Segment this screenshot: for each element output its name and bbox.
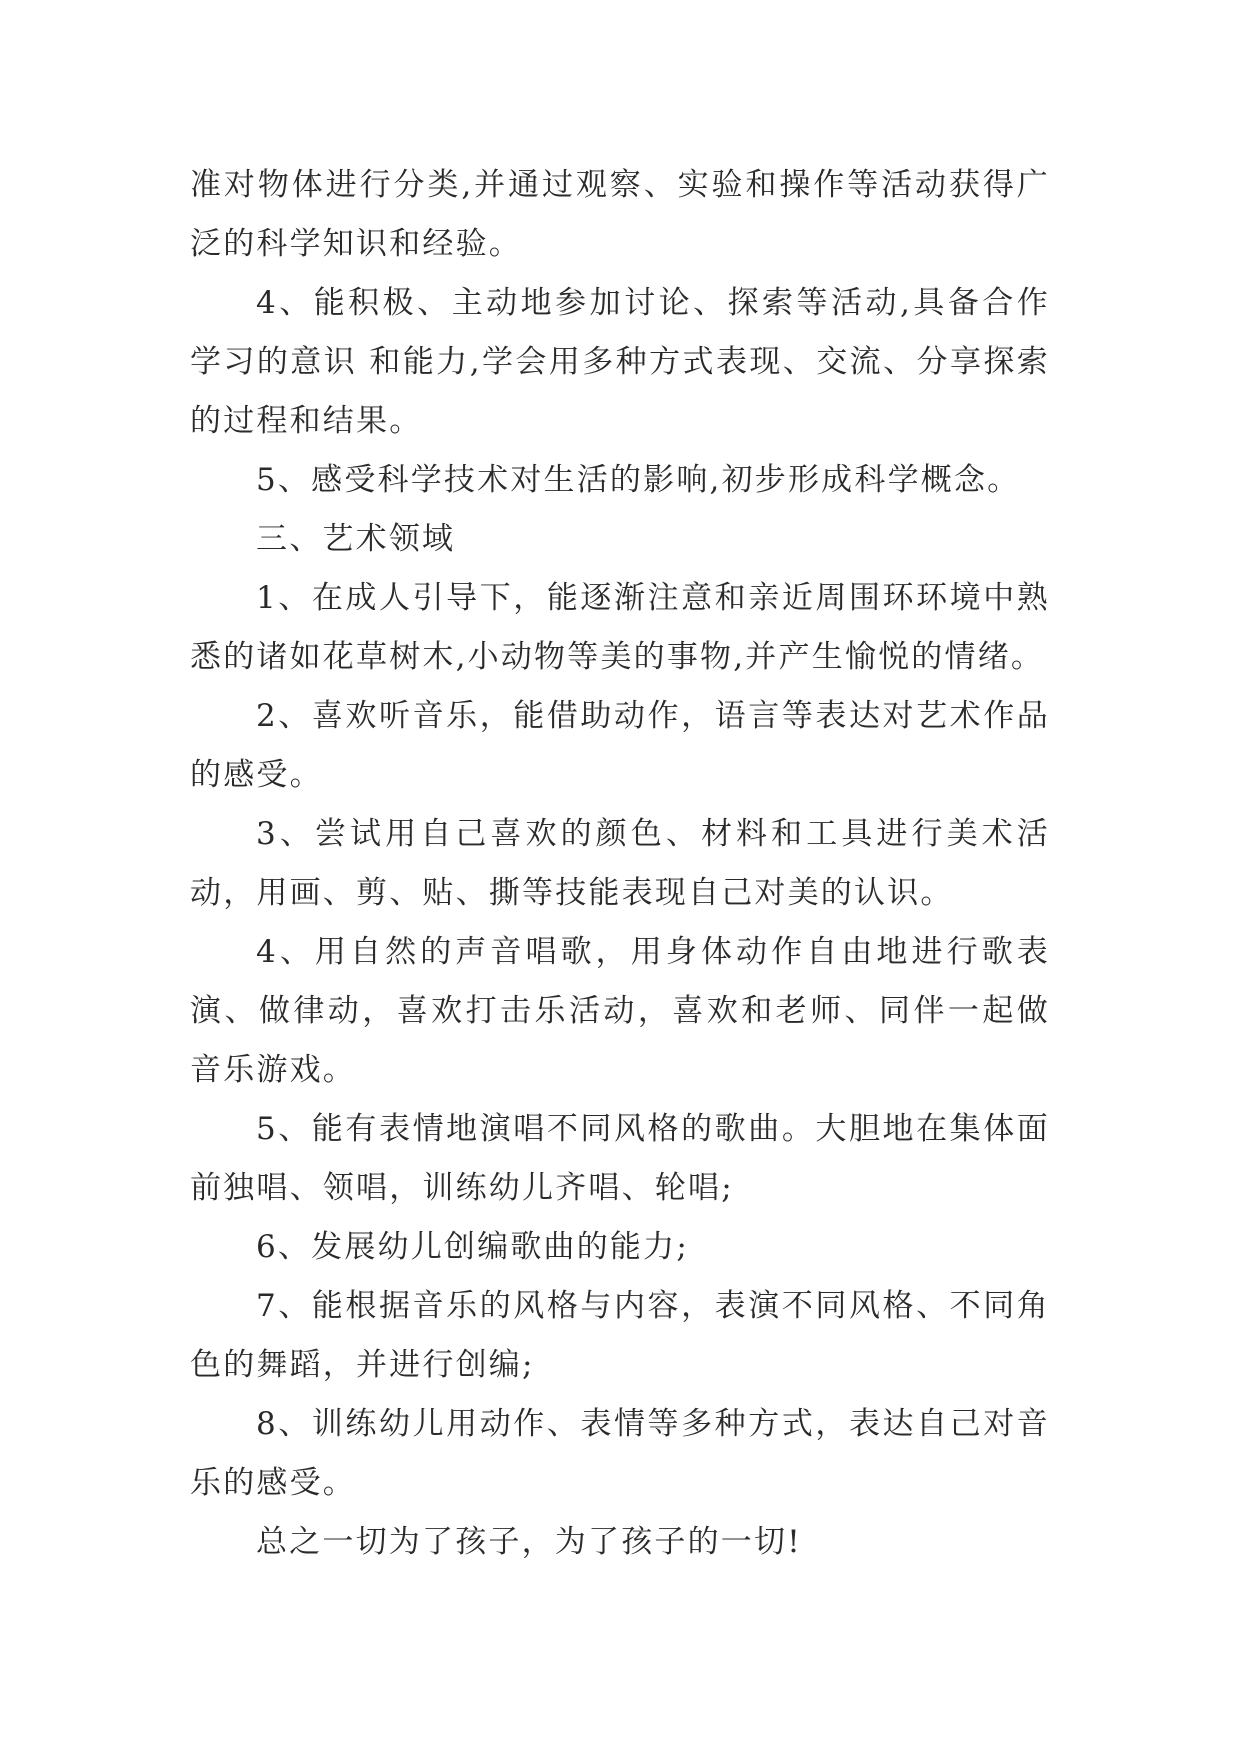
paragraph-art-item-2: 2、喜欢听音乐，能借助动作，语言等表达对艺术作品的感受。	[190, 698, 1050, 793]
paragraph-science-item-4: 4、能积极、主动地参加讨论、探索等活动,具备合作学习的意识 和能力,学会用多种方式表现、交流、分享探索的过程和结果。	[190, 285, 1050, 439]
paragraph-art-item-7: 7、能根据音乐的风格与内容，表演不同风格、不同角色的舞蹈，并进行创编;	[190, 1288, 1050, 1383]
paragraph-art-item-4: 4、用自然的声音唱歌，用身体动作自由地进行歌表演、做律动，喜欢打击乐活动，喜欢和老师、同伴一起做音乐游戏。	[190, 934, 1050, 1088]
section-heading-art: 三、艺术领域	[256, 521, 456, 557]
paragraph-art-item-6: 6、发展幼儿创编歌曲的能力;	[256, 1229, 689, 1265]
paragraph-science-continuation: 准对物体进行分类,并通过观察、实验和操作等活动获得广泛的科学知识和经验。	[190, 167, 1050, 262]
paragraph-art-item-1: 1、在成人引导下，能逐渐注意和亲近周围环环境中熟悉的诸如花草树木,小动物等美的事物,并产生愉悦的情绪。	[190, 580, 1050, 675]
paragraph-art-item-3: 3、尝试用自己喜欢的颜色、材料和工具进行美术活动，用画、剪、贴、撕等技能表现自己对美的认识。	[190, 816, 1050, 911]
paragraph-art-item-8: 8、训练幼儿用动作、表情等多种方式，表达自己对音乐的感受。	[190, 1406, 1050, 1501]
document-body	[190, 156, 1050, 1572]
paragraph-art-item-5: 5、能有表情地演唱不同风格的歌曲。大胆地在集体面前独唱、领唱，训练幼儿齐唱、轮唱;	[190, 1111, 1050, 1206]
paragraph-science-item-5: 5、感受科学技术对生活的影响,初步形成科学概念。	[256, 462, 1021, 498]
paragraph-conclusion: 总之一切为了孩子，为了孩子的一切!	[256, 1524, 802, 1560]
